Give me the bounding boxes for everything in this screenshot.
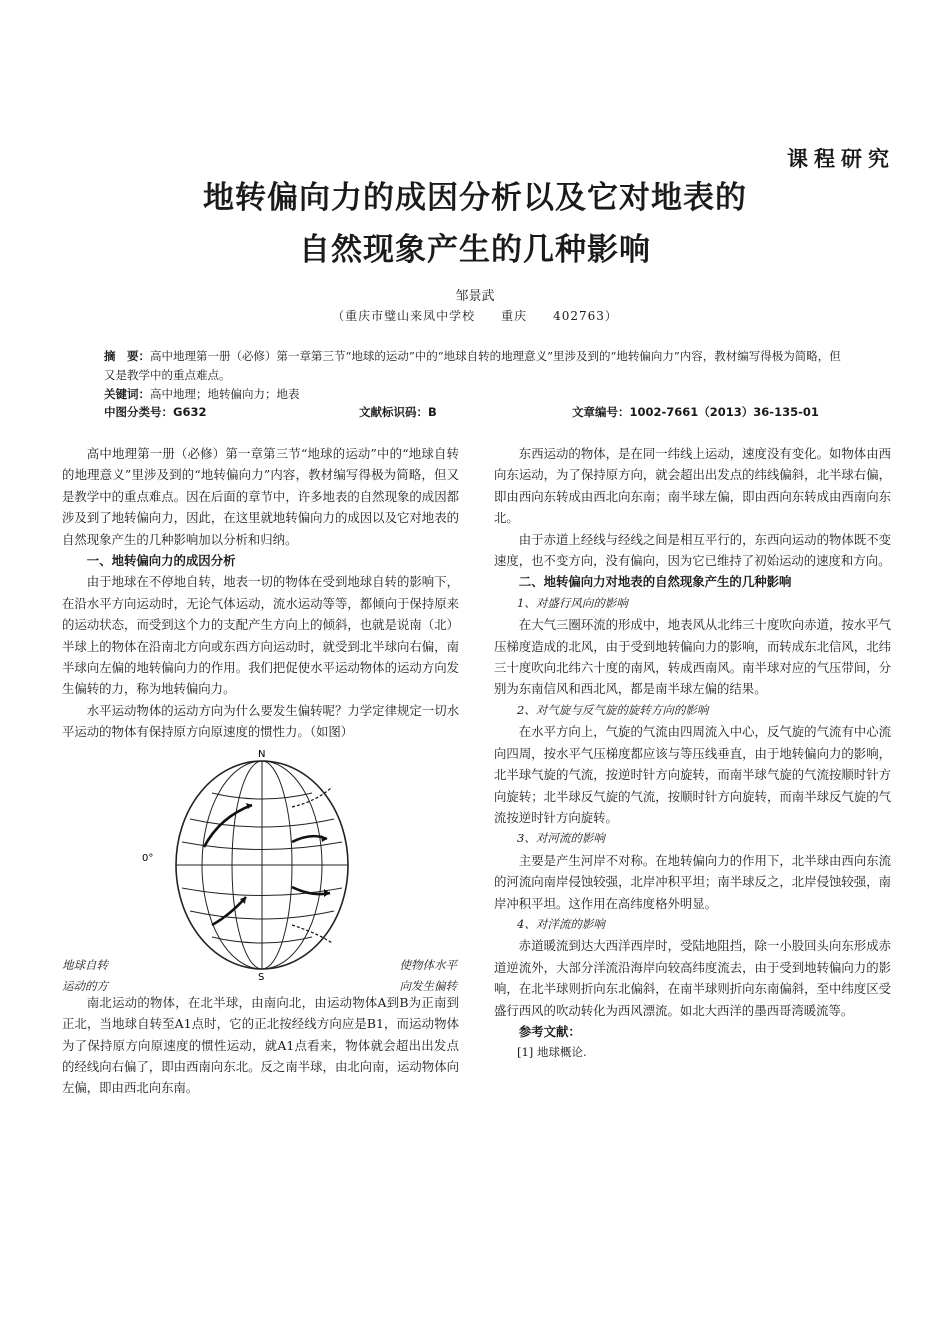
keywords-label: 关键词：	[104, 387, 150, 401]
globe-diagram	[142, 747, 382, 982]
right-paragraph-3: 在大气三圈环流的形成中，地表风从北纬三十度吹向赤道，按水平气压梯度造成的北风，由于受到地转偏向力的影响，而转成东北信风，北纬三十度吹向北纬六十度的南风，转成西南风。南半球对应的气压带间，分别为东南信风和西北风，都是南半球左偏的结果。	[494, 617, 891, 697]
author-affiliation: （重庆市璧山来凤中学校 重庆 402763）	[332, 309, 618, 323]
title-line-1: 地转偏向力的成因分析以及它对地表的	[203, 180, 747, 216]
reference-item: [1] 地球概论.	[517, 1045, 587, 1060]
subheading-cyclone: 2、对气旋与反气旋的旋转方向的影响	[517, 702, 709, 717]
section-tag: 课程研究	[787, 147, 895, 171]
document-code: 文献标识码：B	[359, 405, 437, 419]
abstract-label: 摘 要：	[104, 349, 150, 363]
keywords-text: 高中地理；地转偏向力；地表	[150, 387, 300, 401]
abstract	[104, 347, 849, 404]
right-paragraph-4: 在水平方向上，气旋的气流由四周流入中心，反气旋的气流有中心流向四周，按水平气压梯度都应该与等压线垂直，由于地转偏向力的影响，北半球气旋的气流，按逆时针方向旋转，而南半球气旋的气流按顺时针方向旋转；北半球反气旋的气流，按顺时针方向旋转，而南半球反气旋的气流按逆时针方向旋转。	[494, 724, 891, 825]
south-label: S	[258, 971, 265, 982]
article-title	[0, 172, 950, 276]
subheading-river: 3、对河流的影响	[517, 831, 605, 846]
figure-caption-right	[400, 955, 458, 997]
right-paragraph-1: 东西运动的物体，是在同一纬线上运动，速度没有变化。如物体由西向东运动，为了保持原方向，就会超出出发点的纬线偏斜，北半球右偏，即由西向东转成由西北向东南；南半球左偏，即由西向东转成由西南向东北。	[494, 446, 891, 526]
subheading-ocean: 4、对洋流的影响	[517, 916, 605, 931]
section-heading-1: 一、地转偏向力的成因分析	[86, 553, 236, 569]
right-paragraph-6: 赤道暖流到达大西洋西岸时，受陆地阻挡，除一小股回头向东形成赤道逆流外，大部分洋流沿海岸向较高纬度流去，由于受到地转偏向力的影响，在北半球则折向东北偏斜，在南半球则折向东南偏斜，至中纬度区受盛行西风的吹动转化为西风漂流。如北大西洋的墨西哥湾暖流等。	[494, 938, 891, 1018]
right-paragraph-2: 由于赤道上经线与经线之间是相互平行的，东西向运动的物体既不变速度，也不变方向，没有偏向，因为它已维持了初始运动的速度和方向。	[494, 531, 891, 569]
article-number: 文章编号：1002-7661（2013）36-135-01	[572, 405, 819, 419]
clc-number: 中图分类号：G632	[104, 405, 207, 419]
meridian-label: 0°	[142, 852, 154, 864]
author-name: 邹景武	[455, 289, 495, 304]
left-paragraph-1: 由于地球在不停地自转，地表一切的物体在受到地球自转的影响下，在沿水平方向运动时，无论气体运动，流水运动等等，都倾向于保持原来的运动状态，而受到这个力的支配产生方向上的倾斜，也就是说南（北）半球上的物体在沿南北方向或东西方向运动时，就受到北半球向右偏，南半球向左偏的地转偏向力的作用。我们把促使水平运动物体的运动方向发生偏转的力，称为地转偏向力。	[62, 574, 459, 697]
figure-caption-right-text: 使物体水平 向发生偏转	[399, 957, 457, 993]
north-label: N	[258, 748, 266, 760]
right-paragraph-5: 主要是产生河岸不对称。在地转偏向力的作用下，北半球由西向东流的河流向南岸侵蚀较强，北岸冲积平坦；南半球反之，北岸侵蚀较强，南岸冲积平坦。这作用在高纬度格外明显。	[494, 852, 891, 911]
right-column	[494, 443, 891, 1064]
title-line-2: 自然现象产生的几种影响	[299, 232, 651, 268]
subheading-wind: 1、对盛行风向的影响	[517, 595, 628, 610]
abstract-text: 高中地理第一册（必修）第一章第三节“地球的运动”中的“地球自转的地理意义”里涉及到的“地转偏向力”内容，教材编写得极为简略，但又是教学中的重点难点。	[104, 349, 841, 382]
figure-caption-left	[62, 955, 108, 997]
references-heading: 参考文献：	[518, 1023, 581, 1039]
left-paragraph-2: 水平运动物体的运动方向为什么要发生偏转呢？力学定律规定一切水平运动的物体有保持原方向原速度的惯性力。（如图）	[62, 702, 459, 740]
figure-caption-left-text: 地球自转 运动的方	[62, 957, 108, 993]
left-column	[62, 443, 459, 1099]
globe-figure	[62, 747, 459, 992]
left-paragraph-3: 南北运动的物体，在北半球，由南向北，由运动物体A到B为正南到正北，当地球自转至A1点时，它的正北按经线方向应是B1，而运动物体为了保持原方向原速度的惯性运动，就A1点看来，物体就会超出出发点的经线向右偏了，即由西南向东北。反之南半球，由北向南，运动物体向左偏，即由西北向东南。	[62, 994, 459, 1096]
section-heading-2: 二、地转偏向力对地表的自然现象产生的几种影响	[518, 574, 792, 590]
intro-paragraph: 高中地理第一册（必修）第一章第三节“地球的运动”中的“地球自转的地理意义”里涉及到的“地转偏向力”内容，教材编写得极为简略，但又是教学中的重点难点。因在后面的章节中，许多地表的自然现象的成因都涉及到了地转偏向力，因此，在这里就地转偏向力的成因以及它对地表的自然现象产生的几种影响加以分析和归纳。	[62, 446, 459, 547]
